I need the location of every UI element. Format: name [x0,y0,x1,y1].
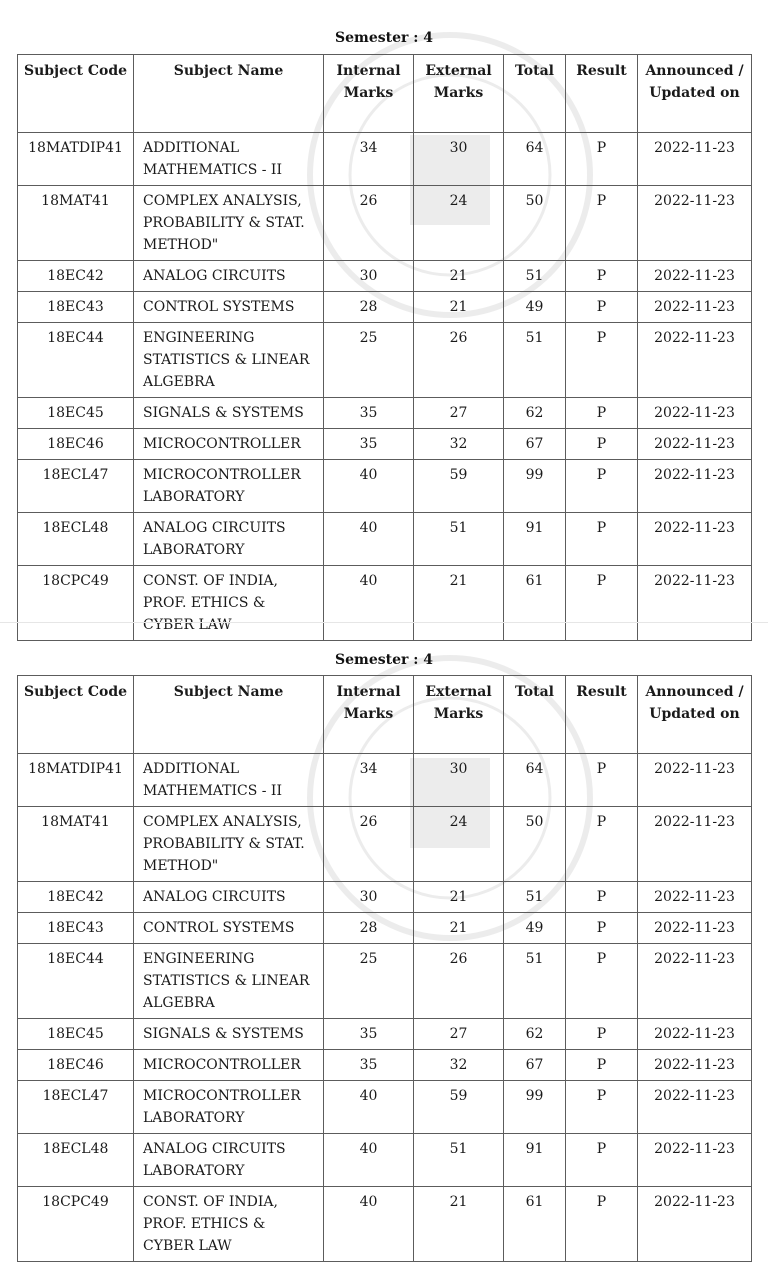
cell-result: P [566,1134,638,1187]
cell-external-marks: 32 [414,1050,504,1081]
cell-total: 64 [504,754,566,807]
marks-table [17,54,752,641]
cell-result: P [566,398,638,429]
cell-subject-name: ANALOG CIRCUITS LABORATORY [134,513,324,566]
cell-total: 61 [504,1187,566,1262]
cell-external-marks: 51 [414,1134,504,1187]
cell-total: 51 [504,261,566,292]
cell-subject-name: ADDITIONAL MATHEMATICS - II [134,754,324,807]
header-subject-code: Subject Code [18,676,134,754]
cell-subject-name: CONST. OF INDIA, PROF. ETHICS & CYBER LAW [134,566,324,641]
cell-internal-marks: 30 [324,261,414,292]
cell-result: P [566,292,638,323]
cell-internal-marks: 28 [324,292,414,323]
cell-result: P [566,566,638,641]
cell-subject-name: SIGNALS & SYSTEMS [134,398,324,429]
cell-internal-marks: 26 [324,186,414,261]
cell-internal-marks: 35 [324,1019,414,1050]
cell-result: P [566,944,638,1019]
cell-announced-date: 2022-11-23 [638,566,752,641]
header-external-marks: External Marks [414,55,504,133]
table-row [18,807,752,882]
cell-announced-date: 2022-11-23 [638,882,752,913]
cell-result: P [566,882,638,913]
cell-subject-code: 18ECL47 [18,460,134,513]
cell-result: P [566,460,638,513]
header-internal-marks: Internal Marks [324,55,414,133]
cell-subject-name: SIGNALS & SYSTEMS [134,1019,324,1050]
cell-subject-code: 18EC43 [18,913,134,944]
cell-subject-code: 18EC45 [18,1019,134,1050]
cell-subject-name: MICROCONTROLLER [134,429,324,460]
cell-internal-marks: 25 [324,323,414,398]
cell-external-marks: 59 [414,1081,504,1134]
cell-subject-code: 18EC45 [18,398,134,429]
table-body [18,133,752,641]
cell-subject-code: 18EC44 [18,323,134,398]
header-total: Total [504,55,566,133]
cell-total: 50 [504,186,566,261]
header-announced: Announced / Updated on [638,676,752,754]
cell-total: 49 [504,913,566,944]
cell-external-marks: 27 [414,398,504,429]
table-row [18,261,752,292]
cell-subject-code: 18ECL48 [18,1134,134,1187]
cell-subject-code: 18MAT41 [18,186,134,261]
cell-announced-date: 2022-11-23 [638,513,752,566]
cell-external-marks: 26 [414,944,504,1019]
cell-result: P [566,807,638,882]
header-announced: Announced / Updated on [638,55,752,133]
cell-external-marks: 21 [414,1187,504,1262]
cell-result: P [566,913,638,944]
table-body [18,754,752,1262]
cell-total: 51 [504,944,566,1019]
table-row [18,1187,752,1262]
cell-subject-name: CONTROL SYSTEMS [134,913,324,944]
cell-external-marks: 21 [414,913,504,944]
cell-announced-date: 2022-11-23 [638,186,752,261]
cell-total: 91 [504,1134,566,1187]
result-sheet-copy-2 [0,622,768,1254]
header-internal-marks: Internal Marks [324,676,414,754]
header-external-marks: External Marks [414,676,504,754]
cell-total: 99 [504,460,566,513]
cell-external-marks: 21 [414,566,504,641]
cell-subject-code: 18EC42 [18,261,134,292]
cell-result: P [566,133,638,186]
cell-subject-code: 18EC43 [18,292,134,323]
table-row [18,429,752,460]
cell-announced-date: 2022-11-23 [638,1081,752,1134]
cell-external-marks: 59 [414,460,504,513]
cell-subject-code: 18MAT41 [18,807,134,882]
cell-internal-marks: 34 [324,754,414,807]
cell-total: 51 [504,882,566,913]
cell-external-marks: 21 [414,882,504,913]
cell-external-marks: 21 [414,292,504,323]
cell-result: P [566,1187,638,1262]
cell-subject-name: ENGINEERING STATISTICS & LINEAR ALGEBRA [134,944,324,1019]
cell-internal-marks: 40 [324,513,414,566]
table-row [18,1019,752,1050]
table-row [18,133,752,186]
table-row [18,1050,752,1081]
cell-external-marks: 30 [414,754,504,807]
cell-subject-code: 18ECL47 [18,1081,134,1134]
cell-subject-name: COMPLEX ANALYSIS, PROBABILITY & STAT. METHOD" [134,807,324,882]
cell-total: 50 [504,807,566,882]
cell-internal-marks: 26 [324,807,414,882]
table-row [18,292,752,323]
cell-result: P [566,261,638,292]
table-row [18,513,752,566]
cell-external-marks: 21 [414,261,504,292]
cell-announced-date: 2022-11-23 [638,1134,752,1187]
table-row [18,323,752,398]
cell-announced-date: 2022-11-23 [638,1019,752,1050]
cell-subject-code: 18EC42 [18,882,134,913]
cell-subject-name: ANALOG CIRCUITS [134,882,324,913]
cell-result: P [566,323,638,398]
cell-internal-marks: 35 [324,398,414,429]
cell-result: P [566,754,638,807]
cell-subject-name: ENGINEERING STATISTICS & LINEAR ALGEBRA [134,323,324,398]
cell-external-marks: 24 [414,186,504,261]
cell-internal-marks: 40 [324,566,414,641]
cell-total: 91 [504,513,566,566]
marks-table [17,675,752,1262]
cell-subject-name: MICROCONTROLLER LABORATORY [134,1081,324,1134]
table-row [18,882,752,913]
cell-announced-date: 2022-11-23 [638,323,752,398]
cell-announced-date: 2022-11-23 [638,754,752,807]
table-row [18,913,752,944]
cell-announced-date: 2022-11-23 [638,261,752,292]
cell-total: 99 [504,1081,566,1134]
cell-announced-date: 2022-11-23 [638,1050,752,1081]
cell-subject-name: MICROCONTROLLER [134,1050,324,1081]
cell-result: P [566,429,638,460]
cell-subject-name: ANALOG CIRCUITS [134,261,324,292]
cell-announced-date: 2022-11-23 [638,398,752,429]
header-subject-code: Subject Code [18,55,134,133]
table-row [18,398,752,429]
table-row [18,754,752,807]
cell-external-marks: 51 [414,513,504,566]
cell-subject-code: 18EC46 [18,1050,134,1081]
cell-external-marks: 27 [414,1019,504,1050]
semester-title: Semester : 4 [334,30,434,46]
table-row [18,1081,752,1134]
cell-announced-date: 2022-11-23 [638,913,752,944]
cell-internal-marks: 40 [324,1081,414,1134]
cell-internal-marks: 25 [324,944,414,1019]
cell-total: 67 [504,1050,566,1081]
cell-announced-date: 2022-11-23 [638,1187,752,1262]
cell-subject-code: 18ECL48 [18,513,134,566]
cell-subject-code: 18MATDIP41 [18,754,134,807]
cell-result: P [566,186,638,261]
table-row [18,186,752,261]
cell-announced-date: 2022-11-23 [638,460,752,513]
cell-subject-name: CONST. OF INDIA, PROF. ETHICS & CYBER LAW [134,1187,324,1262]
cell-announced-date: 2022-11-23 [638,944,752,1019]
header-total: Total [504,676,566,754]
cell-total: 61 [504,566,566,641]
cell-announced-date: 2022-11-23 [638,292,752,323]
cell-result: P [566,513,638,566]
cell-external-marks: 30 [414,133,504,186]
cell-total: 67 [504,429,566,460]
cell-subject-code: 18CPC49 [18,566,134,641]
cell-external-marks: 26 [414,323,504,398]
cell-total: 62 [504,398,566,429]
cell-subject-code: 18CPC49 [18,1187,134,1262]
cell-announced-date: 2022-11-23 [638,429,752,460]
cell-internal-marks: 28 [324,913,414,944]
cell-subject-code: 18EC46 [18,429,134,460]
cell-internal-marks: 40 [324,1187,414,1262]
cell-external-marks: 24 [414,807,504,882]
cell-internal-marks: 34 [324,133,414,186]
cell-internal-marks: 40 [324,1134,414,1187]
cell-result: P [566,1050,638,1081]
header-subject-name: Subject Name [134,676,324,754]
semester-title: Semester : 4 [334,652,434,668]
table-header-row [18,55,752,133]
cell-subject-code: 18EC44 [18,944,134,1019]
cell-external-marks: 32 [414,429,504,460]
header-result: Result [566,676,638,754]
cell-total: 49 [504,292,566,323]
cell-subject-name: CONTROL SYSTEMS [134,292,324,323]
table-row [18,1134,752,1187]
cell-announced-date: 2022-11-23 [638,807,752,882]
cell-subject-name: ADDITIONAL MATHEMATICS - II [134,133,324,186]
cell-internal-marks: 35 [324,1050,414,1081]
cell-subject-name: COMPLEX ANALYSIS, PROBABILITY & STAT. METHOD" [134,186,324,261]
cell-result: P [566,1019,638,1050]
cell-internal-marks: 30 [324,882,414,913]
header-result: Result [566,55,638,133]
cell-total: 51 [504,323,566,398]
cell-internal-marks: 35 [324,429,414,460]
table-row [18,460,752,513]
cell-subject-code: 18MATDIP41 [18,133,134,186]
header-subject-name: Subject Name [134,55,324,133]
cell-result: P [566,1081,638,1134]
cell-total: 64 [504,133,566,186]
cell-internal-marks: 40 [324,460,414,513]
cell-subject-name: MICROCONTROLLER LABORATORY [134,460,324,513]
cell-total: 62 [504,1019,566,1050]
cell-subject-name: ANALOG CIRCUITS LABORATORY [134,1134,324,1187]
table-header-row [18,676,752,754]
table-row [18,944,752,1019]
cell-announced-date: 2022-11-23 [638,133,752,186]
